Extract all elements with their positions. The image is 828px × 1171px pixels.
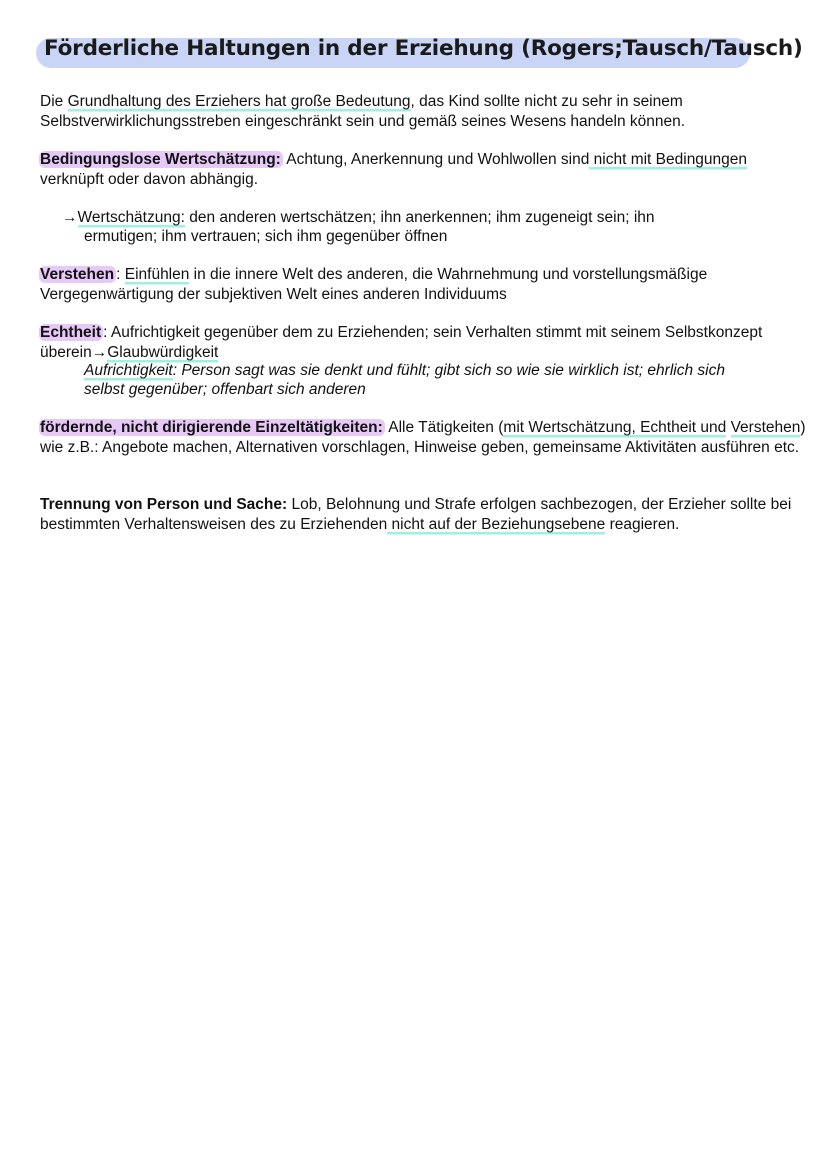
wertschaetzung-highlight: nicht mit Bedingungen [589,151,748,168]
einzeltaetigkeiten-paragraph [40,418,812,457]
echtheit-term: Echtheit [40,324,102,341]
intro-post: , das Kind sollte nicht zu sehr in seinem Selbstverwirklichungsstreben eingeschränkt sein und gemäß seines Wesens handeln können. [40,93,686,130]
einzeltaetigkeiten-highlight-a: mit Wertschätzung, Echtheit und [503,419,727,436]
trennung-text-b: reagieren. [605,515,680,533]
echtheit-arrow-icon: → [91,343,108,361]
verstehen-term: Verstehen [40,266,115,283]
echtheit-sub-text-1: : Person sagt was sie denkt und fühlt; gibt sich so wie sie wirklich ist; ehrlich sich [172,362,725,379]
echtheit-text: : Aufrichtigkeit gegenüber dem zu Erziehenden; sein Verhalten stimmt mit seinem Selbstkonzept überein [40,324,763,361]
echtheit-sub-line2 [84,380,812,400]
echtheit-highlight: Glaubwürdigkeit [107,343,219,361]
verstehen-paragraph [40,265,812,304]
echtheit-sub-text-2: selbst gegenüber; offenbart sich anderen [84,381,366,398]
page-title: Förderliche Haltungen in der Erziehung (Rogers;Tausch/Tausch) [44,36,803,61]
verstehen-highlight: Einfühlen [124,266,190,283]
trennung-term: Trennung von Person und Sache: [40,496,288,513]
einzeltaetigkeiten-text-a: Alle Tätigkeiten ( [384,419,504,436]
intro-paragraph [40,92,812,131]
einzeltaetigkeiten-highlight-b: Verstehen [730,419,801,436]
wertschaetzung-sub-line1 [62,208,812,228]
trennung-paragraph [40,495,812,534]
trennung-highlight: nicht auf der Beziehungsebene [387,515,606,533]
wertschaetzung-sub-term: Wertschätzung: [77,209,185,226]
wertschaetzung-paragraph [40,150,812,189]
wertschaetzung-sub-line2 [84,227,812,247]
wertschaetzung-text-b: verknüpft oder davon abhängig. [40,170,259,188]
einzeltaetigkeiten-text-b: ) wie z.B.: Angebote machen, Alternativen vorschlagen, Hinweise geben, gemeinsame Aktivitäten ausführen etc. [40,419,806,456]
intro-pre: Die [40,93,68,110]
verstehen-colon: : [116,266,125,283]
intro-highlight: Grundhaltung des Erziehers hat große Bedeutung [67,93,411,110]
echtheit-sub-term: Aufrichtigkeit [84,362,173,379]
verstehen-text: in die innere Welt des anderen, die Wahrnehmung und vorstellungsmäßige Vergegenwärtigung der subjektiven Welt eines anderen Individuums [40,266,708,303]
wertschaetzung-term: Bedingungslose Wertschätzung: [40,151,281,168]
einzeltaetigkeiten-term: fördernde, nicht dirigierende Einzeltätigkeiten: [40,419,383,436]
echtheit-paragraph [40,323,812,362]
wertschaetzung-sub-text-2: ermutigen; ihm vertrauen; sich ihm gegenüber öffnen [84,228,448,245]
wertschaetzung-sub-text-1: den anderen wertschätzen; ihn anerkennen; ihm zugeneigt sein; ihn [184,209,655,226]
trennung-text-a: Lob, Belohnung und Strafe erfolgen sachbezogen, der Erzieher sollte bei bestimmten Verhaltensweisen des zu Erziehenden [40,496,792,533]
echtheit-sub-line1 [84,361,812,381]
arrow-icon: → [62,209,78,226]
wertschaetzung-text-a: Achtung, Anerkennung und Wohlwollen sind [282,151,590,168]
